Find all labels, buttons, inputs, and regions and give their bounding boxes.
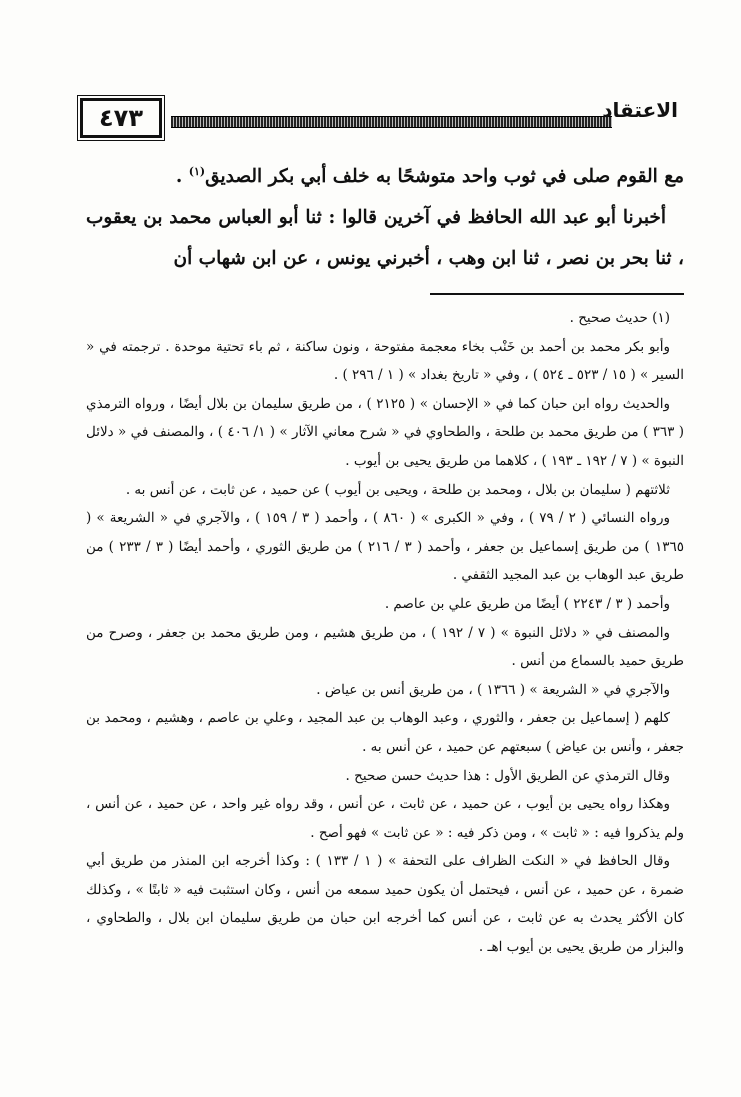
footnote-paragraph: وأبو بكر محمد بن أحمد بن خَنْب بخاء معجمة مفتوحة ، ونون ساكنة ، ثم باء تحتية موحدة . ترجمته في « السير » ( ١٥ / ٥٢٣ ـ ٥٢٤ ) ، وفي « تاريخ بغداد » ( ١ / ٢٩٦ ) .: [86, 338, 684, 384]
footnote-paragraph: والآجري في « الشريعة » ( ١٣٦٦ ) ، من طريق أنس بن عياض .: [316, 681, 670, 698]
footnote-paragraph: (١) حديث صحيح .: [569, 310, 670, 326]
running-title: الاعتقاد: [602, 98, 678, 122]
footnote-paragraph: وأحمد ( ٣ / ٢٢٤٣ ) أيضًا من طريق علي بن عاصم .: [384, 595, 670, 612]
main-paragraph-1: مع القوم صلى في ثوب واحد متوشحًا به خلف أبي بكر الصديق$^{(١)}$ .: [175, 164, 684, 187]
page-number: ٤٧٣: [99, 104, 143, 132]
footnotes: [86, 304, 684, 962]
footnote-marker: (١): [188, 164, 206, 178]
footnote-separator: [430, 293, 684, 295]
page-number-box: [80, 98, 162, 138]
page-header: [76, 86, 682, 146]
end-mark: .: [175, 166, 183, 187]
header-ornament-rule: [171, 116, 612, 128]
footnote-paragraph: كلهم ( إسماعيل بن جعفر ، والثوري ، وعبد الوهاب بن عبد المجيد ، وعلي بن عاصم ، وهشيم ، ومحمد بن جعفر ، وأنس بن عياض ) سبعتهم عن حميد ، عن أنس به .: [86, 710, 684, 755]
footnote-paragraph: وقال الترمذي عن الطريق الأول : هذا حديث حسن صحيح .: [345, 767, 670, 784]
main-text: [86, 156, 684, 279]
footnote-paragraph: وقال الحافظ في « النكت الظراف على التحفة » ( ١ / ١٣٣ ) : وكذا أخرجه ابن المنذر من طريق أبي ضمرة ، عن حميد ، عن أنس ، فيحتمل أن يكون حميد سمعه من أنس ، وكان استثبت فيه « ثابتًا » ، وكذلك كان الأكثر يحدث به عن ثابت ، عن أنس كما أخرجه ابن حبان من طريق سليمان ابن بلال ، والطحاوي ، والبزار من طريق يحيى بن أيوب اهـ .: [86, 853, 684, 956]
main-paragraph-2: أخبرنا أبو عبد الله الحافظ في آخرين قالوا : ثنا أبو العباس محمد بن يعقوب ، ثنا بحر بن نصر ، ثنا ابن وهب ، أخبرني يونس ، عن ابن شهاب أن: [86, 207, 684, 269]
footnote-paragraph: والحديث رواه ابن حبان كما في « الإحسان » ( ٢١٢٥ ) ، من طريق سليمان بن بلال أيضًا ، ورواه الترمذي ( ٣٦٣ ) من طريق محمد بن طلحة ، والطحاوي في « شرح معاني الآثار » ( ١/ ٤٠٦ ) ، والمصنف في « دلائل النبوة » ( ٧ / ١٩٢ ـ ١٩٣ ) ، كلاهما من طريق يحيى بن أيوب .: [86, 395, 684, 469]
footnote-paragraph: ثلاثتهم ( سليمان بن بلال ، ومحمد بن طلحة ، ويحيى بن أيوب ) عن حميد ، عن ثابت ، عن أنس به .: [125, 481, 670, 498]
footnote-paragraph: وهكذا رواه يحيى بن أيوب ، عن حميد ، عن ثابت ، عن أنس ، وقد رواه غير واحد ، عن حميد ، عن أنس ، ولم يذكروا فيه : « ثابت » ، ومن ذكر فيه : « عن ثابت » فهو أصح .: [86, 796, 684, 841]
footnote-paragraph: والمصنف في « دلائل النبوة » ( ٧ / ١٩٢ ) ، من طريق هشيم ، ومن طريق محمد بن جعفر ، وصرح من طريق حميد بالسماع من أنس .: [86, 624, 684, 670]
footnote-paragraph: ورواه النسائي ( ٢ / ٧٩ ) ، وفي « الكبرى » ( ٨٦٠ ) ، وأحمد ( ٣ / ١٥٩ ) ، والآجري في « الشريعة » ( ١٣٦٥ ) من طريق إسماعيل بن جعفر ، وأحمد ( ٣ / ٢١٦ ) من طريق الثوري ، وأحمد أيضًا ( ٣ / ٢٣٣ ) من طريق عبد الوهاب بن عبد المجيد الثقفي .: [86, 510, 685, 584]
